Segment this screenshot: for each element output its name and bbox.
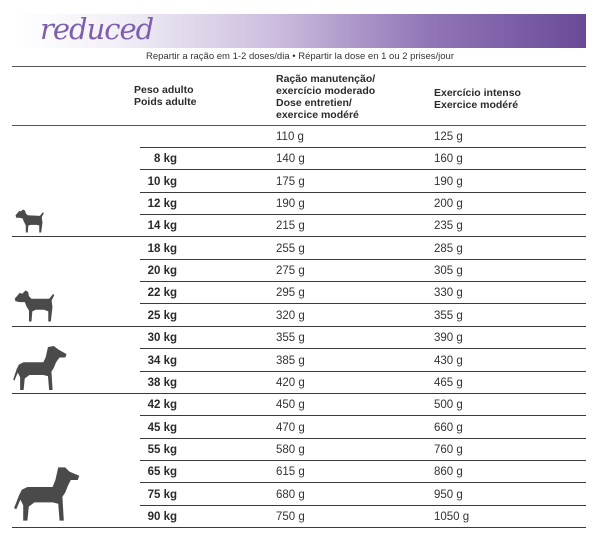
intense-cell: 430 g (434, 354, 463, 367)
column-header-weight (134, 84, 196, 108)
weight-cell: 12 kg (147, 198, 177, 211)
intense-cell: 200 g (434, 198, 463, 211)
weight-cell: 34 kg (147, 354, 177, 367)
weight-cell: 65 kg (147, 466, 177, 479)
table-row (0, 305, 600, 327)
column-header-maintenance-line: exercício moderado (276, 85, 376, 97)
medium-dog-icon (13, 287, 55, 324)
maintenance-cell: 580 g (276, 443, 305, 456)
large-dog-icon (12, 342, 70, 394)
weight-cell: 20 kg (147, 265, 177, 278)
intense-cell: 125 g (434, 131, 463, 143)
table-row (0, 372, 600, 394)
table-row (0, 260, 600, 282)
maintenance-cell: 320 g (276, 309, 305, 322)
weight-cell: 10 kg (147, 175, 177, 188)
table-row (0, 484, 600, 506)
weight-cell: 55 kg (147, 443, 177, 456)
column-header-maintenance-line: Dose entretien/ (276, 97, 352, 109)
maintenance-cell: 470 g (276, 421, 305, 434)
weight-cell: 75 kg (147, 488, 177, 501)
maintenance-cell: 215 g (276, 220, 305, 233)
weight-cell: 42 kg (147, 399, 177, 412)
intense-cell: 660 g (434, 421, 463, 434)
weight-cell: 14 kg (147, 220, 177, 233)
column-header-maintenance-line: Ração manutenção/ (276, 73, 376, 85)
column-header-intense-line: Exercice modéré (434, 99, 519, 111)
maintenance-cell: 385 g (276, 354, 305, 367)
maintenance-cell: 750 g (276, 510, 305, 523)
maintenance-cell: 140 g (276, 153, 305, 166)
maintenance-cell: 420 g (276, 376, 305, 389)
column-header-weight-line: Peso adulto (134, 84, 194, 96)
intense-cell: 950 g (434, 488, 463, 501)
table-row (0, 417, 600, 439)
weight-cell: 38 kg (147, 376, 177, 389)
table-row (0, 193, 600, 215)
intense-cell: 860 g (434, 466, 463, 479)
table-row (0, 171, 600, 193)
weight-cell: 25 kg (147, 309, 177, 322)
table-row (0, 238, 600, 260)
giant-dog-icon (12, 462, 82, 526)
intense-cell: 390 g (434, 332, 463, 345)
table-row (0, 394, 600, 416)
intense-cell: 330 g (434, 287, 463, 300)
maintenance-cell: 255 g (276, 242, 305, 255)
brand-logo: reduced (40, 12, 154, 46)
table-row (0, 126, 600, 148)
group-divider (12, 527, 586, 528)
weight-cell: 22 kg (147, 287, 177, 300)
intense-cell: 235 g (434, 220, 463, 233)
intense-cell: 355 g (434, 309, 463, 322)
intense-cell: 160 g (434, 153, 463, 166)
table-row (0, 439, 600, 461)
feeding-instructions: Repartir a ração em 1-2 doses/dia • Répartir la dose en 1 ou 2 prises/jour (145, 51, 454, 62)
weight-cell: 45 kg (147, 421, 177, 434)
intense-cell: 305 g (434, 265, 463, 278)
weight-cell: 8 kg (153, 153, 177, 166)
intense-cell: 465 g (434, 376, 463, 389)
column-header-maintenance-line: exercice modéré (276, 109, 359, 121)
intense-cell: 1050 g (434, 510, 470, 523)
header-top-rule (12, 66, 586, 67)
maintenance-cell: 190 g (276, 198, 305, 211)
table-row (0, 350, 600, 372)
table-row (0, 148, 600, 170)
table-row (0, 215, 600, 237)
table-row (0, 506, 600, 528)
maintenance-cell: 275 g (276, 265, 305, 278)
intense-cell: 500 g (434, 399, 463, 412)
maintenance-cell: 680 g (276, 488, 305, 501)
weight-cell: 18 kg (147, 242, 177, 255)
maintenance-cell: 615 g (276, 466, 305, 479)
weight-cell: 30 kg (147, 332, 177, 345)
maintenance-cell: 450 g (276, 399, 305, 412)
maintenance-cell: 355 g (276, 332, 305, 345)
table-row (0, 327, 600, 349)
small-dog-icon (13, 206, 45, 236)
maintenance-cell: 110 g (276, 131, 304, 143)
intense-cell: 190 g (434, 175, 463, 188)
column-header-intense (434, 87, 521, 111)
intense-cell: 285 g (434, 242, 463, 255)
maintenance-cell: 295 g (276, 287, 305, 300)
column-header-weight-line: Poids adulte (134, 96, 197, 108)
table-row (0, 461, 600, 483)
table-row (0, 282, 600, 304)
weight-cell: 90 kg (147, 510, 177, 523)
column-header-intense-line: Exercício intenso (434, 87, 521, 99)
maintenance-cell: 175 g (276, 175, 305, 188)
intense-cell: 760 g (434, 443, 463, 456)
column-header-maintenance (276, 73, 375, 121)
